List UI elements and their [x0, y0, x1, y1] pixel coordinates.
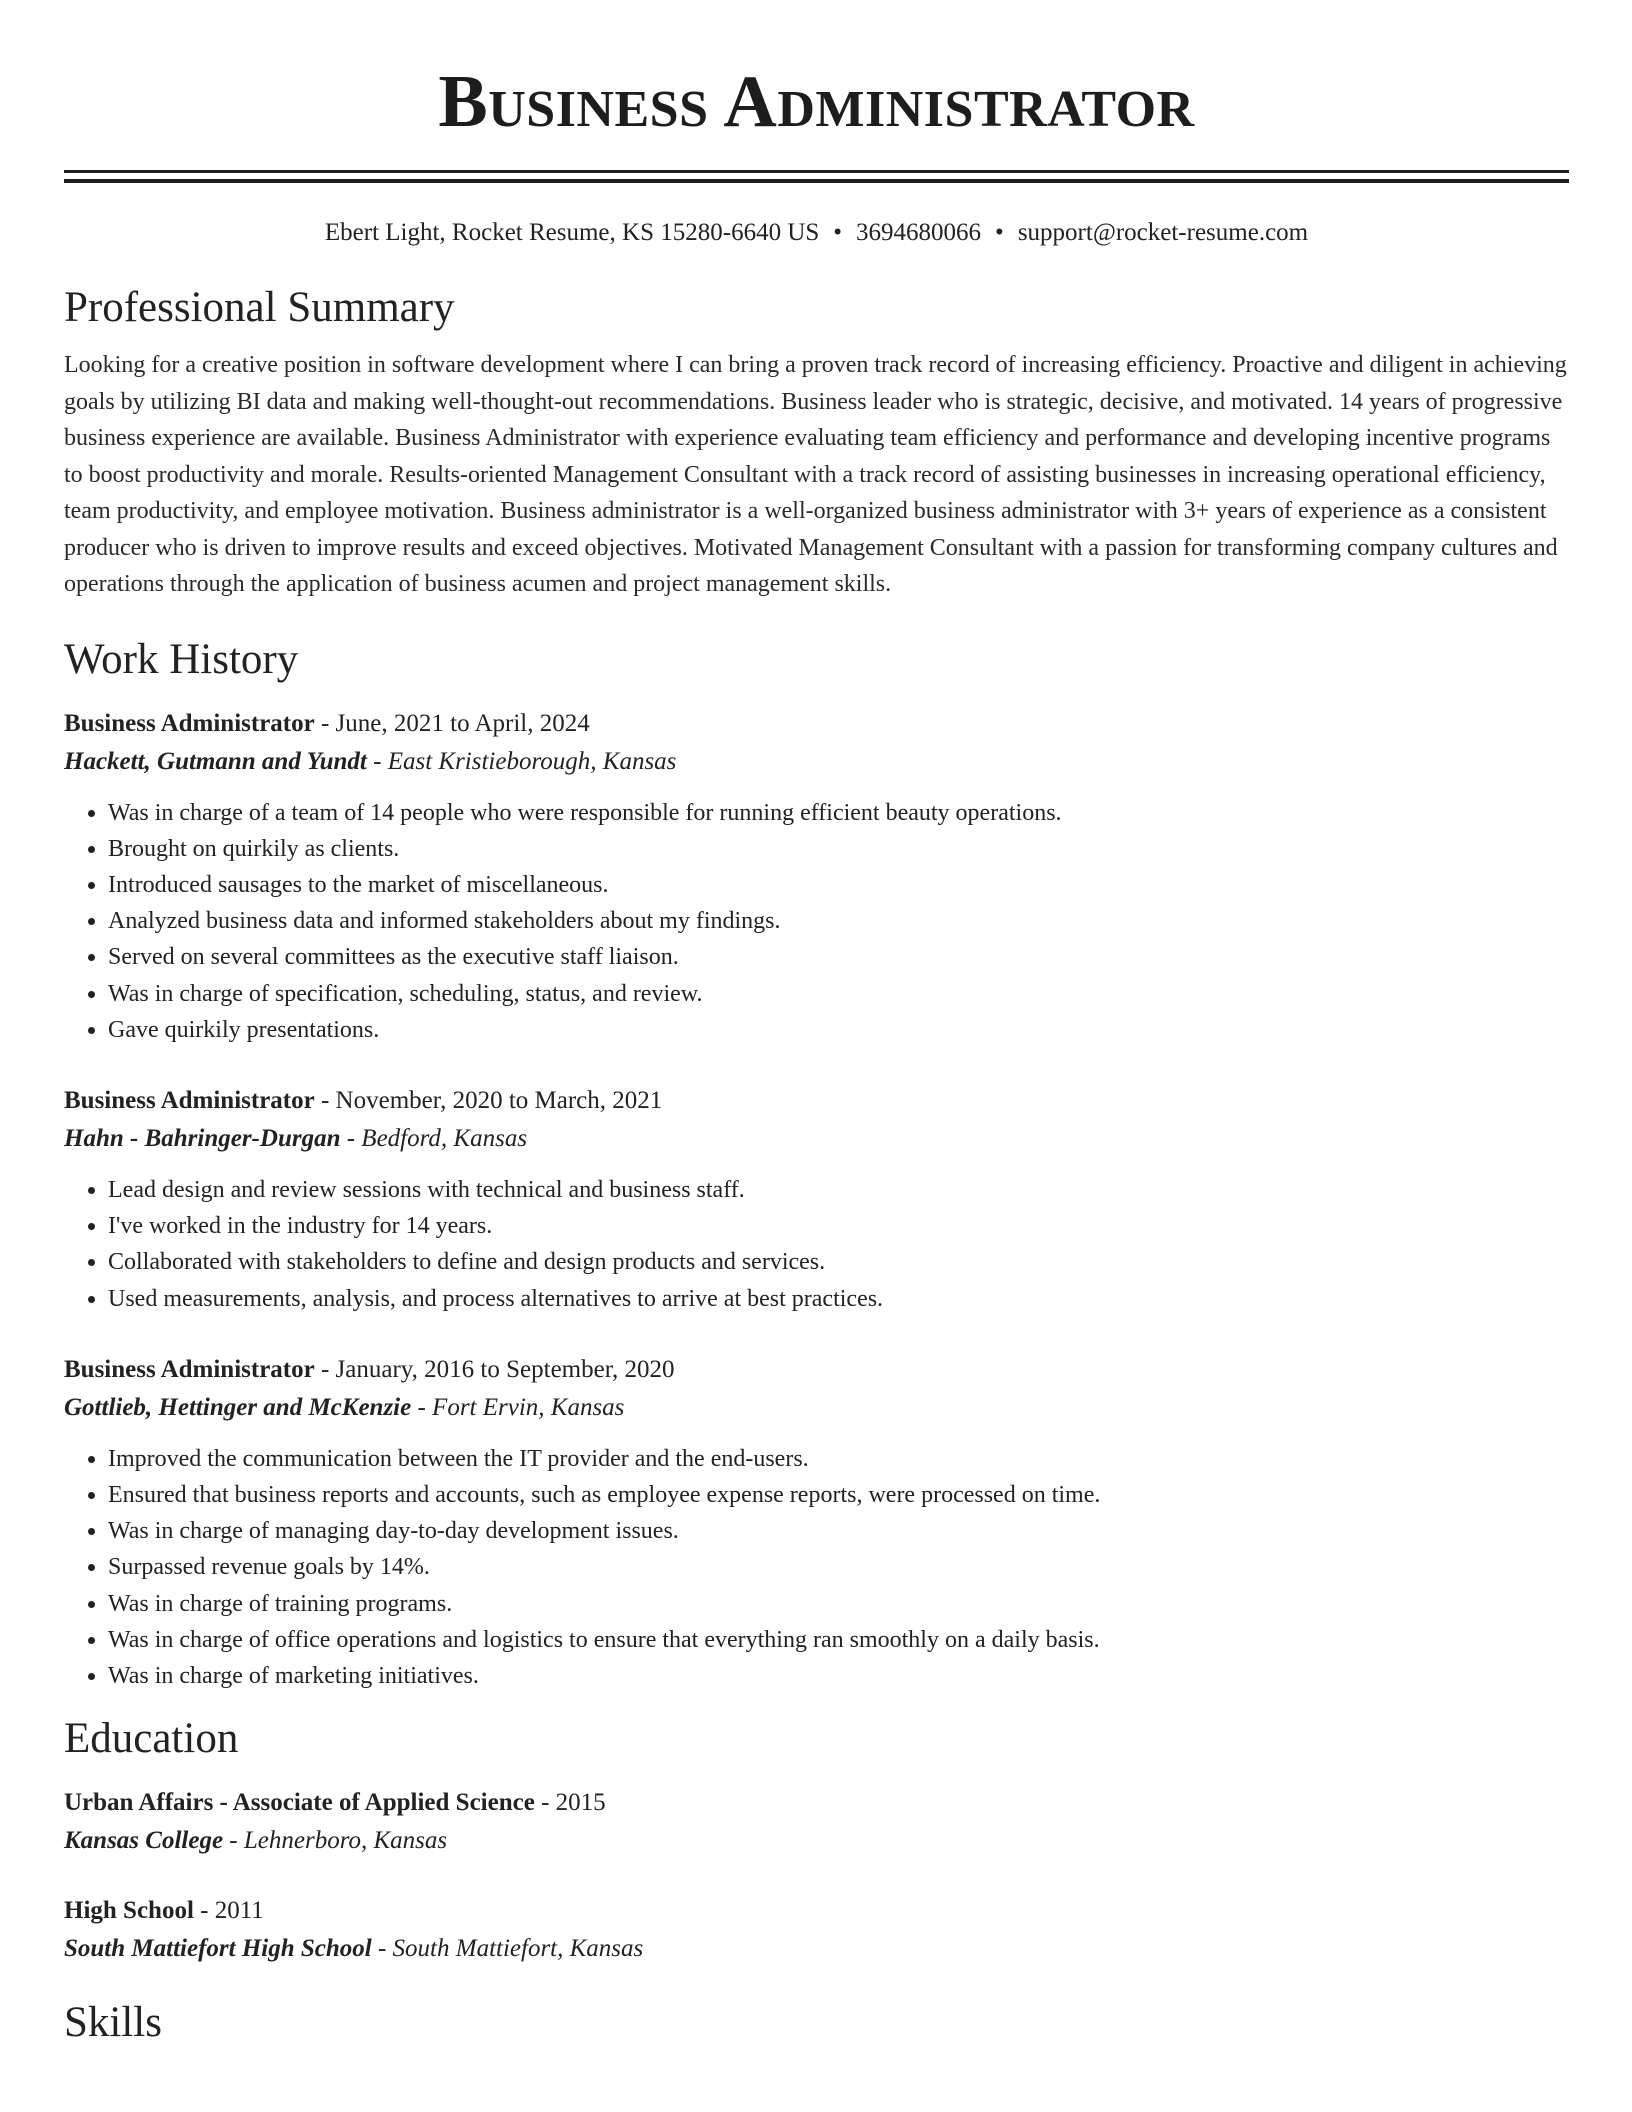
- job-header: [64, 1082, 1569, 1120]
- job-title: Business Administrator: [64, 1086, 315, 1114]
- contact-phone: 3694680066: [856, 219, 982, 246]
- summary-heading: Professional Summary: [64, 284, 455, 331]
- education-school: South Mattiefort High School: [64, 1935, 372, 1963]
- skills-heading: Skills: [64, 1999, 162, 2047]
- education-entry: [64, 1784, 1569, 1860]
- job-dates: - January, 2016 to September, 2020: [314, 1355, 675, 1383]
- job-employer: [64, 1120, 1569, 1158]
- job-employer: [64, 1389, 1569, 1427]
- job-employer: [64, 743, 1569, 781]
- education-header: [64, 1892, 1569, 1930]
- list-item: • Was in charge of specification, scheduling, status, and review.: [108, 976, 1569, 1012]
- list-item: • Analyzed business data and informed stakeholders about my findings.: [108, 903, 1569, 939]
- job-bullets: [64, 795, 1569, 1048]
- list-item: • Introduced sausages to the market of miscellaneous.: [108, 867, 1569, 903]
- education-degree: Urban Affairs - Associate of Applied Science: [64, 1789, 535, 1817]
- work-history-heading: Work History: [64, 635, 299, 683]
- job-header: [64, 705, 1569, 743]
- job-bullets: [64, 1172, 1569, 1317]
- education-year: - 2015: [534, 1789, 606, 1817]
- job-dates: - November, 2020 to March, 2021: [314, 1086, 663, 1114]
- job-entry: [64, 1351, 1569, 1694]
- list-item: • I've worked in the industry for 14 years.: [108, 1208, 1569, 1244]
- title-divider-secondary: [64, 179, 1569, 183]
- job-company: Gottlieb, Hettinger and McKenzie: [64, 1393, 412, 1421]
- job-entry: [64, 1082, 1569, 1317]
- job-title: Business Administrator: [64, 1355, 315, 1383]
- education-header: [64, 1784, 1569, 1822]
- job-company: Hackett, Gutmann and Yundt: [64, 747, 367, 775]
- page-title: Business Administrator: [438, 61, 1195, 143]
- job-location: - East Kristieborough, Kansas: [366, 747, 677, 775]
- list-item: • Ensured that business reports and accounts, such as employee expense reports, were processed on time.: [108, 1477, 1569, 1513]
- list-item: • Was in charge of training programs.: [108, 1586, 1569, 1622]
- contact-line: [64, 217, 1569, 249]
- list-item: • Improved the communication between the IT provider and the end-users.: [108, 1441, 1569, 1477]
- resume-content: [64, 0, 1569, 2048]
- list-item: • Was in charge of office operations and logistics to ensure that everything ran smoothly on a daily basis.: [108, 1622, 1569, 1658]
- job-entry: [64, 705, 1569, 1048]
- education-entry: [64, 1892, 1569, 1968]
- education-institution: [64, 1822, 1569, 1860]
- list-item: • Brought on quirkily as clients.: [108, 831, 1569, 867]
- list-item: • Was in charge of managing day-to-day development issues.: [108, 1513, 1569, 1549]
- summary-text: Looking for a creative position in software development where I can bring a proven track record of increasing efficiency. Proactive and diligent in achieving goals by utilizing BI data and making well-thought-out recommendations. Business leader who is strategic, decisive, and motivated. 14 years of progressive business experience are available. Business Administrator with experience evaluating team efficiency and performance and developing incentive programs to boost productivity and morale. Results-oriented Management Consultant with a track record of assisting businesses in increasing operational efficiency, team productivity, and employee motivation. Business administrator is a well-organized business administrator with 3+ years of experience as a consistent producer who is driven to improve results and exceed objectives. Motivated Management Consultant with a passion for transforming company cultures and operations through the application of business acumen and project management skills.: [64, 352, 1567, 597]
- contact-address: Ebert Light, Rocket Resume, KS 15280-6640 US: [324, 219, 820, 246]
- job-company: Hahn - Bahringer-Durgan: [64, 1124, 341, 1152]
- job-dates: - June, 2021 to April, 2024: [314, 709, 590, 737]
- contact-email[interactable]: support@rocket-resume.com: [1017, 219, 1309, 246]
- contact-separator: •: [995, 219, 1004, 246]
- education-school: Kansas College: [64, 1827, 224, 1855]
- list-item: • Gave quirkily presentations.: [108, 1012, 1569, 1048]
- job-location: - Fort Ervin, Kansas: [411, 1393, 625, 1421]
- list-item: • Collaborated with stakeholders to define and design products and services.: [108, 1244, 1569, 1280]
- education-location: - South Mattiefort, Kansas: [371, 1935, 644, 1963]
- list-item: • Was in charge of marketing initiatives.: [108, 1658, 1569, 1694]
- list-item: • Served on several committees as the executive staff liaison.: [108, 939, 1569, 975]
- education-degree: High School: [64, 1897, 194, 1925]
- job-title: Business Administrator: [64, 709, 315, 737]
- education-institution: [64, 1930, 1569, 1968]
- contact-separator: •: [833, 219, 843, 246]
- education-heading: Education: [64, 1715, 239, 1763]
- list-item: • Lead design and review sessions with technical and business staff.: [108, 1172, 1569, 1208]
- list-item: • Was in charge of a team of 14 people who were responsible for running efficient beauty operations.: [108, 795, 1569, 831]
- job-bullets: [64, 1441, 1569, 1694]
- list-item: • Surpassed revenue goals by 14%.: [108, 1549, 1569, 1585]
- job-header: [64, 1351, 1569, 1389]
- education-location: - Lehnerboro, Kansas: [223, 1827, 448, 1855]
- title-divider: [64, 170, 1569, 173]
- list-item: • Used measurements, analysis, and process alternatives to arrive at best practices.: [108, 1281, 1569, 1317]
- education-year: - 2011: [193, 1897, 264, 1925]
- job-location: - Bedford, Kansas: [340, 1124, 528, 1152]
